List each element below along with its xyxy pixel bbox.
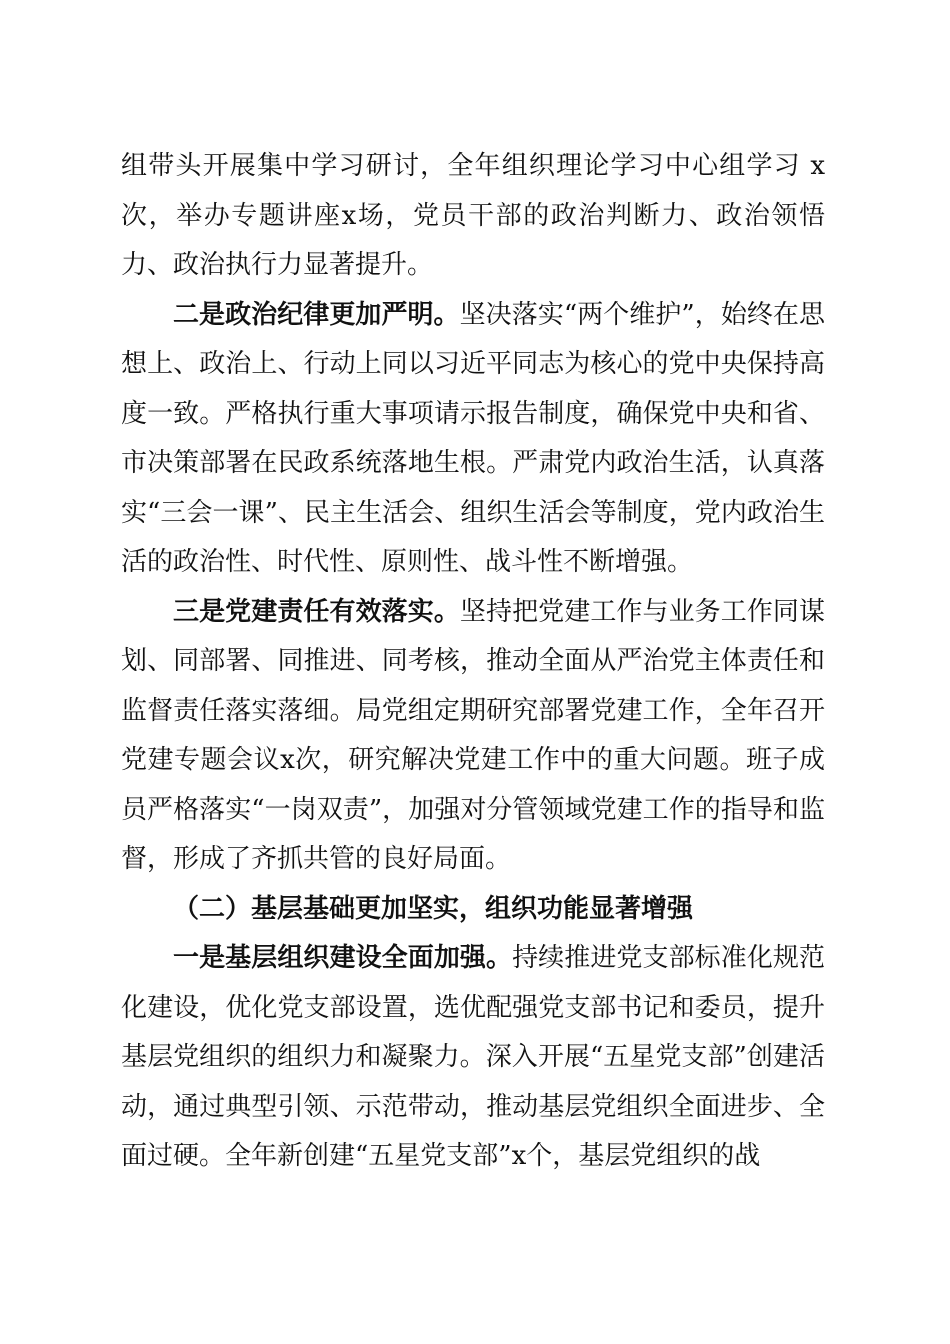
paragraph-lead: 三是党建责任有效落实。 bbox=[173, 596, 460, 627]
paragraph-political-discipline bbox=[121, 291, 825, 588]
paragraph-text: 坚持把党建工作与业务工作同谋划、同部署、同推进、同考核，推动全面从严治党主体责任和监督责任落实落细。局党组定期研究部署党建工作，全年召开党建专题会议x次，研究解决党建工作中的重大问题。班子成员严格落实“一岗双责”，加强对分管领域党建工作的指导和监督，形成了齐抓共管的良好局面。 bbox=[121, 596, 825, 874]
paragraph-grassroots-organization bbox=[121, 934, 825, 1182]
document-body bbox=[121, 142, 825, 1182]
paragraph-text: 持续推进党支部标准化规范化建设，优化党支部设置，选优配强党支部书记和委员，提升基层党组织的组织力和凝聚力。深入开展“五星党支部”创建活动，通过典型引领、示范带动，推动基层党组织全面进步、全面过硬。全年新创建“五星党支部”x个，基层党组织的战 bbox=[121, 943, 825, 1171]
paragraph-text: 坚决落实“两个维护”，始终在思想上、政治上、行动上同以习近平同志为核心的党中央保持高度一致。严格执行重大事项请示报告制度，确保党中央和省、市决策部署在民政系统落地生根。严肃党内政治生活，认真落实“三会一课”、民主生活会、组织生活会等制度，党内政治生活的政治性、时代性、原则性、战斗性不断增强。 bbox=[121, 299, 825, 577]
paragraph-continuation bbox=[121, 142, 825, 291]
section-heading: （二）基层基础更加坚实，组织功能显著增强 bbox=[173, 893, 694, 924]
paragraph-lead: 一是基层组织建设全面加强。 bbox=[173, 943, 513, 973]
paragraph-party-responsibility bbox=[121, 588, 825, 885]
paragraph-text: 组带头开展集中学习研讨，全年组织理论学习中心组学习 x次，举办专题讲座x场，党员干部的政治判断力、政治领悟力、政治执行力显著提升。 bbox=[121, 151, 825, 280]
paragraph-lead: 二是政治纪律更加严明。 bbox=[173, 299, 460, 330]
